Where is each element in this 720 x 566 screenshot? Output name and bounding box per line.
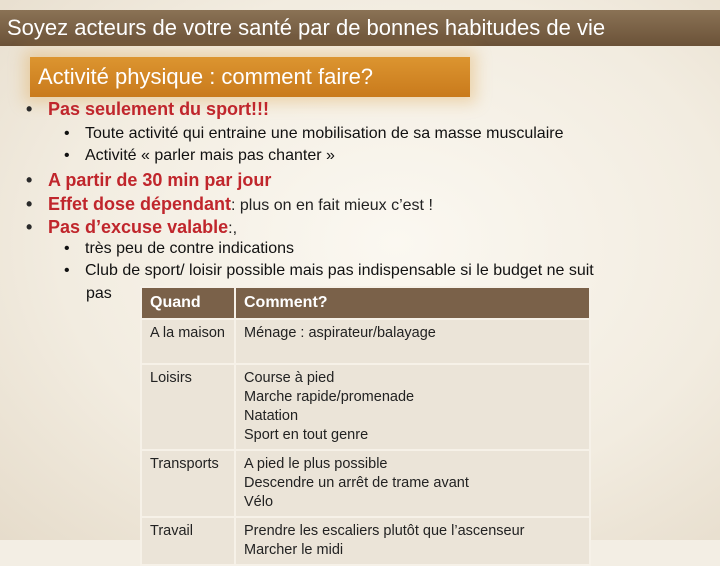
bullet-dot: • [64,147,70,164]
sub-bullet-text: Toute activité qui entraine une mobilisation de sa masse musculaire [85,125,564,142]
how-line: A pied le plus possible [244,456,388,472]
bullet-effet-dose-rest: : plus on en fait mieux c’est ! [231,197,433,214]
table-cell-how [235,364,590,450]
table-header-row [141,287,590,319]
how-line: Marcher le midi [244,542,344,558]
sub-bullet-mobilisation [64,125,563,143]
bullet-dot: • [64,240,70,257]
table-cell-when: Travail [141,517,235,565]
bullet-30min-text: A partir de 30 min par jour [48,170,272,190]
table-header-comment: Comment? [235,287,590,319]
bullet-excuse-rest: :, [228,220,238,237]
how-line: Vélo [244,494,274,510]
table-cell-when: Loisirs [141,364,235,450]
table-cell-when: Transports [141,450,235,517]
how-line: Marche rapide/promenade [244,389,415,405]
table-row [141,517,590,565]
sub-bullet-text: Activité « parler mais pas chanter » [85,147,335,164]
table-cell-how [235,450,590,517]
how-line: Ménage : aspirateur/balayage [244,325,436,341]
bullet-dot: • [64,262,70,279]
how-line: Course à pied [244,370,335,386]
sub-bullet-club-continuation: pas [86,285,112,302]
bullet-effet-dose [26,194,433,215]
sub-bullet-parler [64,147,335,165]
bullet-dot: • [64,125,70,142]
sub-bullet-text: Club de sport/ loisir possible mais pas indispensable si le budget ne suit [85,262,594,279]
how-line: Natation [244,408,299,424]
bullet-excuse [26,217,237,238]
table-cell-how [235,319,590,364]
table-header-quand: Quand [141,287,235,319]
how-line: Sport en tout genre [244,427,369,443]
slide-subtitle: Activité physique : comment faire? [30,57,470,97]
bullet-dot: • [26,170,33,190]
table-row [141,364,590,450]
bullet-excuse-text: Pas d’excuse valable [48,217,229,237]
how-line: Descendre un arrêt de trame avant [244,475,469,491]
bullet-dot: • [26,194,33,214]
table-cell-how [235,517,590,565]
bullet-30min [26,170,271,191]
bullet-sport [26,99,269,120]
how-line: Prendre les escaliers plutôt que l’ascenseur [244,523,525,539]
bullet-sport-text: Pas seulement du sport!!! [48,99,270,119]
sub-bullet-text: très peu de contre indications [85,240,295,257]
table-cell-when: A la maison [141,319,235,364]
activity-table [140,286,591,566]
table-row [141,319,590,364]
sub-bullet-club [64,262,594,280]
bullet-dot: • [26,99,33,119]
bullet-dot: • [26,217,33,237]
bullet-effet-dose-text: Effet dose dépendant [48,194,232,214]
table-row [141,450,590,517]
sub-bullet-contre-indications [64,240,294,258]
slide-title: Soyez acteurs de votre santé par de bonnes habitudes de vie [0,10,720,46]
